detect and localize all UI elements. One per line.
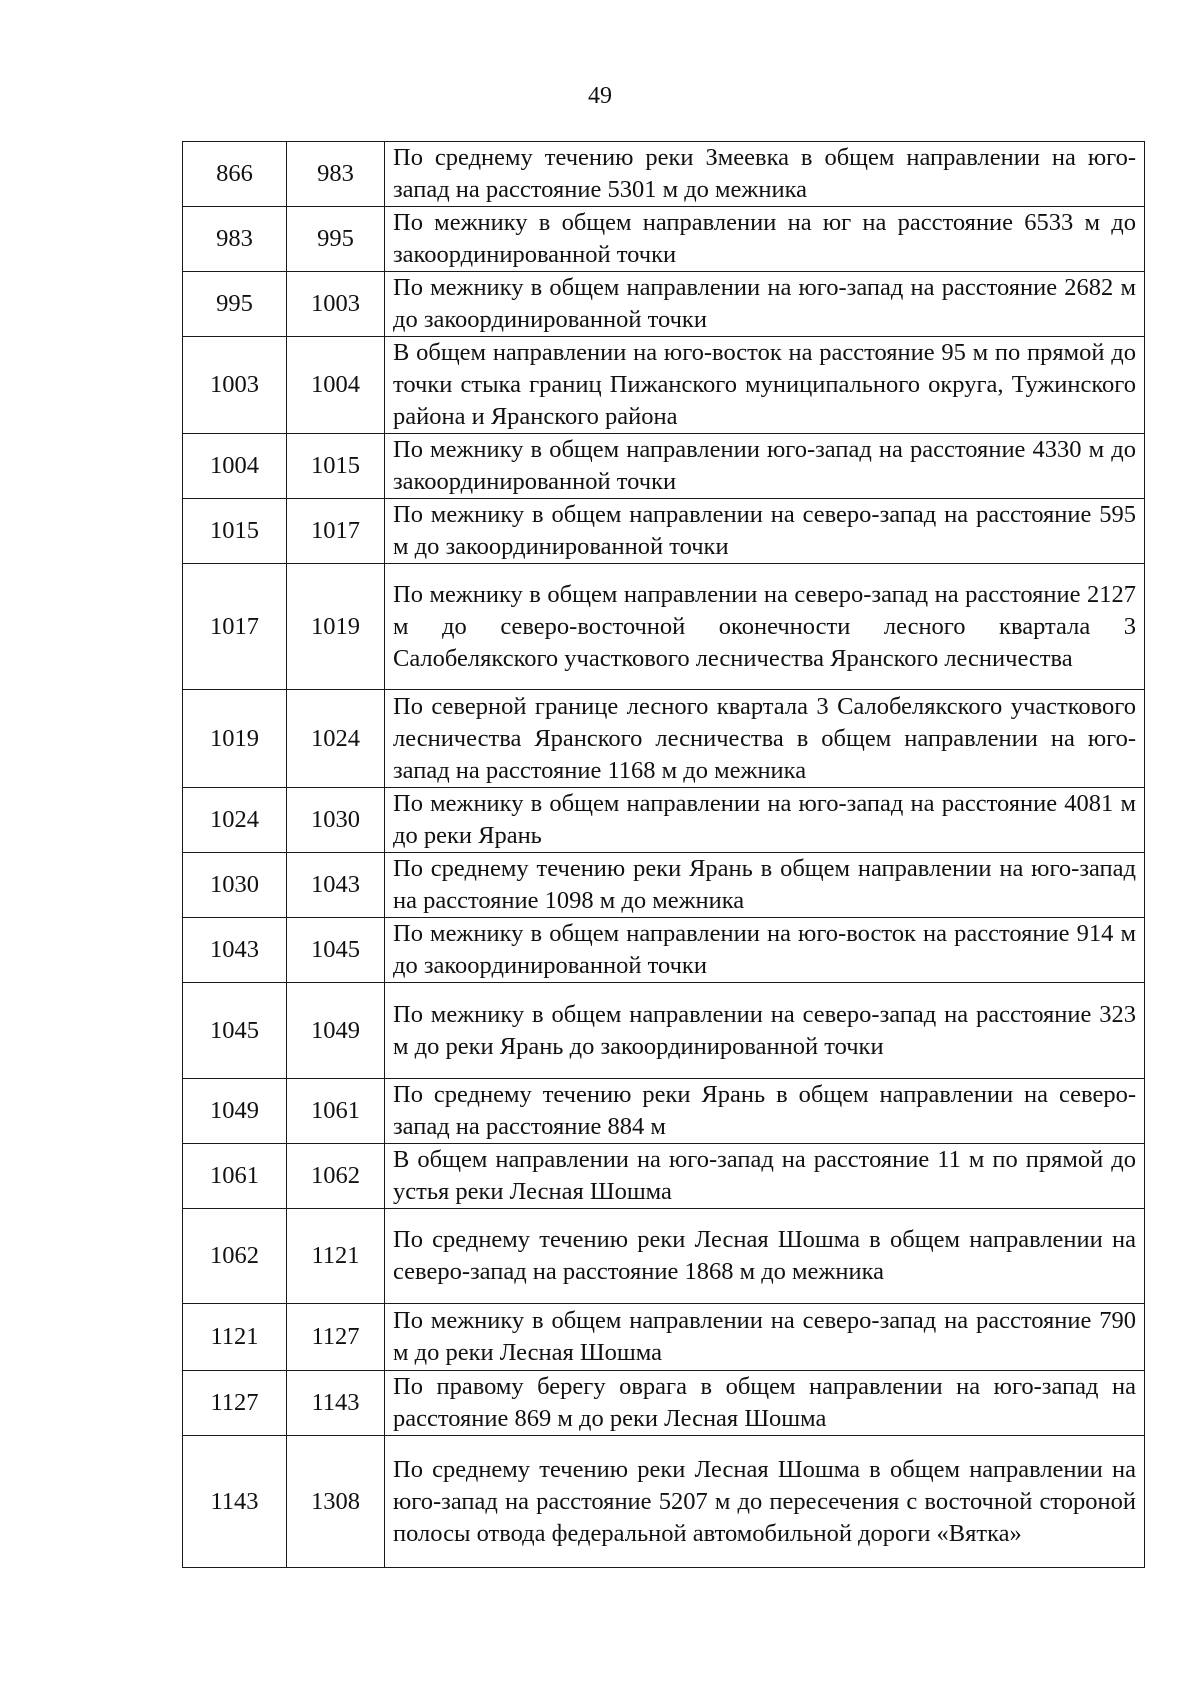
point-to-cell: 1127 <box>287 1304 385 1371</box>
table-row <box>183 983 1145 1079</box>
table-row <box>183 853 1145 918</box>
boundary-description-cell: По межнику в общем направлении на северо-запад на расстояние 323 м до реки Ярань до закоординированной точки <box>385 983 1145 1079</box>
point-from-cell: 1004 <box>183 434 287 499</box>
point-from-cell: 1043 <box>183 918 287 983</box>
point-to-cell: 1049 <box>287 983 385 1079</box>
boundary-description-cell: По межнику в общем направлении на юг на расстояние 6533 м до закоординированной точки <box>385 207 1145 272</box>
table-row <box>183 499 1145 564</box>
point-to-cell: 1062 <box>287 1144 385 1209</box>
point-from-cell: 1019 <box>183 690 287 788</box>
point-to-cell: 1003 <box>287 272 385 337</box>
boundary-description-cell: По межнику в общем направлении на юго-восток на расстояние 914 м до закоординированной точки <box>385 918 1145 983</box>
table-body <box>183 142 1145 1568</box>
point-to-cell: 1019 <box>287 564 385 690</box>
boundary-description-cell: В общем направлении на юго-восток на расстояние 95 м по прямой до точки стыка границ Пижанского муниципального округа, Тужинского района и Яранского района <box>385 337 1145 434</box>
table-row <box>183 788 1145 853</box>
point-from-cell: 1143 <box>183 1436 287 1568</box>
table-row <box>183 564 1145 690</box>
boundary-description-table <box>182 141 1145 1568</box>
point-to-cell: 1024 <box>287 690 385 788</box>
table-row <box>183 1371 1145 1436</box>
table-row <box>183 1304 1145 1371</box>
table-row <box>183 690 1145 788</box>
table-row <box>183 1144 1145 1209</box>
boundary-description-cell: По межнику в общем направлении на северо-запад на расстояние 595 м до закоординированной точки <box>385 499 1145 564</box>
point-to-cell: 995 <box>287 207 385 272</box>
table-row <box>183 1079 1145 1144</box>
point-to-cell: 1015 <box>287 434 385 499</box>
boundary-description-cell: По межнику в общем направлении юго-запад на расстояние 4330 м до закоординированной точки <box>385 434 1145 499</box>
point-from-cell: 1121 <box>183 1304 287 1371</box>
point-to-cell: 1043 <box>287 853 385 918</box>
table-row <box>183 142 1145 207</box>
boundary-description-cell: По среднему течению реки Змеевка в общем направлении на юго-запад на расстояние 5301 м до межника <box>385 142 1145 207</box>
boundary-description-cell: По межнику в общем направлении на юго-запад на расстояние 2682 м до закоординированной точки <box>385 272 1145 337</box>
point-from-cell: 1062 <box>183 1209 287 1304</box>
boundary-description-cell: По среднему течению реки Ярань в общем направлении на юго-запад на расстояние 1098 м до межника <box>385 853 1145 918</box>
boundary-description-cell: По межнику в общем направлении на северо-запад на расстояние 2127 м до северо-восточной оконечности лесного квартала 3 Салобелякского участкового лесничества Яранского лесничества <box>385 564 1145 690</box>
boundary-description-cell: По межнику в общем направлении на юго-запад на расстояние 4081 м до реки Ярань <box>385 788 1145 853</box>
boundary-description-cell: По среднему течению реки Ярань в общем направлении на северо-запад на расстояние 884 м <box>385 1079 1145 1144</box>
table-row <box>183 918 1145 983</box>
table-row <box>183 1209 1145 1304</box>
point-from-cell: 1015 <box>183 499 287 564</box>
boundary-description-cell: По правому берегу оврага в общем направлении на юго-запад на расстояние 869 м до реки Лесная Шошма <box>385 1371 1145 1436</box>
point-to-cell: 1061 <box>287 1079 385 1144</box>
point-from-cell: 1003 <box>183 337 287 434</box>
boundary-description-cell: По межнику в общем направлении на северо-запад на расстояние 790 м до реки Лесная Шошма <box>385 1304 1145 1371</box>
point-to-cell: 1045 <box>287 918 385 983</box>
boundary-description-cell: По среднему течению реки Лесная Шошма в общем направлении на юго-запад на расстояние 5207 м до пересечения с восточной стороной полосы отвода федеральной автомобильной дороги «Вятка» <box>385 1436 1145 1568</box>
point-from-cell: 995 <box>183 272 287 337</box>
point-to-cell: 1121 <box>287 1209 385 1304</box>
table-row <box>183 1436 1145 1568</box>
point-from-cell: 1049 <box>183 1079 287 1144</box>
table-row <box>183 207 1145 272</box>
boundary-description-cell: По среднему течению реки Лесная Шошма в общем направлении на северо-запад на расстояние 1868 м до межника <box>385 1209 1145 1304</box>
table-row <box>183 272 1145 337</box>
page-number: 49 <box>588 83 612 109</box>
point-from-cell: 1061 <box>183 1144 287 1209</box>
point-to-cell: 1030 <box>287 788 385 853</box>
point-to-cell: 983 <box>287 142 385 207</box>
table-row <box>183 434 1145 499</box>
point-to-cell: 1308 <box>287 1436 385 1568</box>
boundary-description-cell: По северной границе лесного квартала 3 Салобелякского участкового лесничества Яранского лесничества в общем направлении на юго-запад на расстояние 1168 м до межника <box>385 690 1145 788</box>
point-from-cell: 1024 <box>183 788 287 853</box>
point-from-cell: 1017 <box>183 564 287 690</box>
point-from-cell: 983 <box>183 207 287 272</box>
point-to-cell: 1143 <box>287 1371 385 1436</box>
point-from-cell: 1045 <box>183 983 287 1079</box>
point-from-cell: 866 <box>183 142 287 207</box>
point-from-cell: 1127 <box>183 1371 287 1436</box>
point-to-cell: 1017 <box>287 499 385 564</box>
boundary-description-cell: В общем направлении на юго-запад на расстояние 11 м по прямой до устья реки Лесная Шошма <box>385 1144 1145 1209</box>
table-row <box>183 337 1145 434</box>
point-to-cell: 1004 <box>287 337 385 434</box>
point-from-cell: 1030 <box>183 853 287 918</box>
